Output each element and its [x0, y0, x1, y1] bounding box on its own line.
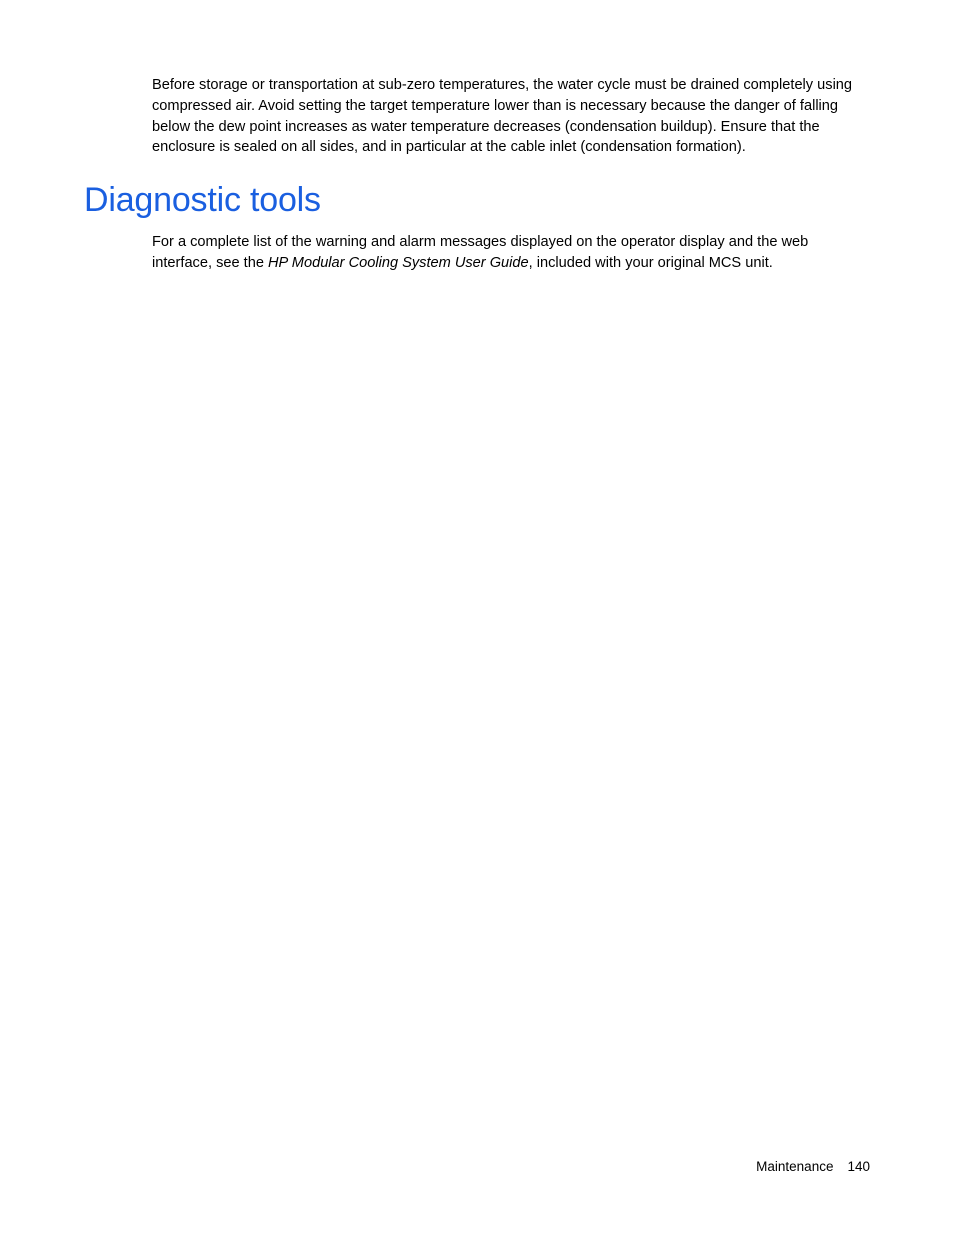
footer-page-number: 140 [847, 1159, 870, 1174]
section-paragraph-text-after: , included with your original MCS unit. [528, 254, 773, 271]
section-paragraph-text-before: For a complete list of the warning and alarm messages displayed on the operator display and the web interface, see the [152, 234, 809, 271]
page-footer [756, 1158, 870, 1176]
footer-section-name: Maintenance [756, 1159, 834, 1174]
guide-title-reference: HP Modular Cooling System User Guide [268, 254, 529, 271]
section-paragraph [152, 232, 868, 274]
intro-paragraph: Before storage or transportation at sub-zero temperatures, the water cycle must be drained completely using compressed air. Avoid setting the target temperature lower than is necessary because the danger of falling below the dew point increases as water temperature decreases (condensation buildup). Ensure that the enclosure is sealed on all sides, and in particular at the cable inlet (condensation formation). [152, 77, 853, 156]
section-heading: Diagnostic tools [84, 181, 321, 219]
